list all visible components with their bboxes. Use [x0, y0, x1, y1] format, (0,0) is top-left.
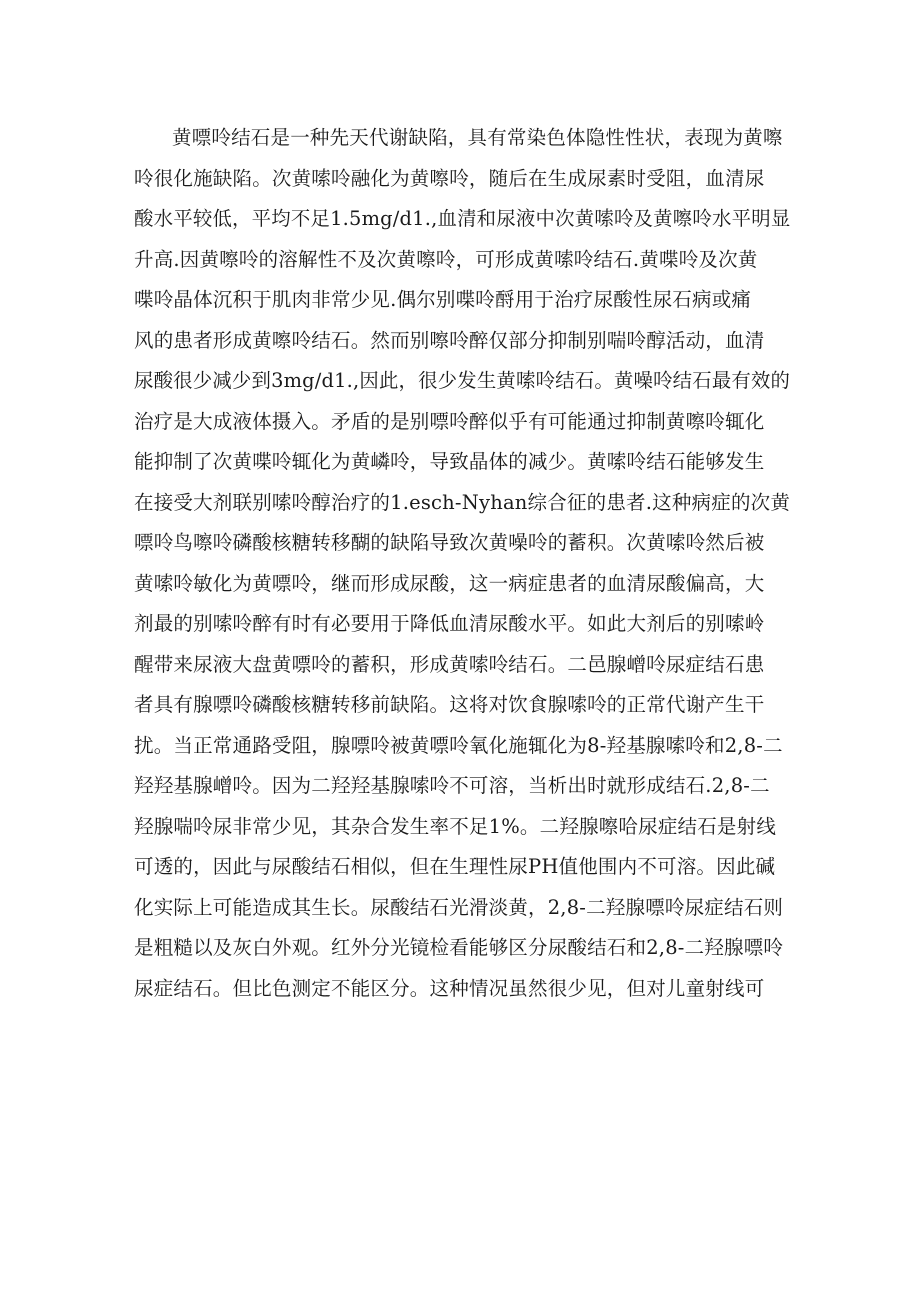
text-line: 化实际上可能造成其生长。尿酸结石光滑淡黄，2,8-二羟腺嘌呤尿症结石则: [134, 895, 784, 919]
text-line: 尿酸很少减少到3mg∕d1.,因此，很少发生黄嗦呤结石。黄噪呤结石最有效的: [134, 369, 791, 392]
text-line: 羟羟基腺嶒呤。因为二羟羟基腺嗦呤不可溶，当析出时就形成结石.2,8-二: [134, 774, 770, 797]
text-line: 嘌呤鸟嚓呤磷酸核糖转移醐的缺陷导致次黄噪呤的蓄积。次黄嗦呤然后被: [134, 531, 765, 554]
text-line: 治疗是大成液体摄入。矛盾的是别嘌呤醉似乎有可能通过抑制黄嚓呤辄化: [134, 409, 765, 433]
text-line: 在接受大剂联别嗦呤醇治疗的1.esch-Nyhan综合征的患者.这种病症的次黄: [134, 490, 791, 514]
text-line: 能抑制了次黄喋呤辄化为黄嶙呤，导致晶体的减少。黄嗦呤结石能够发生: [134, 450, 765, 473]
text-line: 尿症结石。但比色测定不能区分。这种情况虽然很少见，但对儿童射线可: [134, 976, 765, 1000]
text-line: 剂最的别嗦呤醉有时有必要用于降低血清尿酸水平。如此大剂后的别嗦岭: [134, 612, 765, 635]
body-paragraph: [134, 118, 790, 1009]
text-line: 者具有腺嘌呤磷酸核糖转移前缺陷。这将对饮食腺嗦呤的正常代谢产生干: [134, 693, 765, 716]
text-line: 醒带来尿液大盘黄嘌呤的蓄积，形成黄嗦呤结石。二邑腺嶒呤尿症结石患: [134, 652, 765, 676]
text-line: 风的患者形成黄嚓呤结石。然而别嚓呤醉仅部分抑制别喘呤醇活动，血清: [134, 328, 765, 352]
text-line: 喋呤晶体沉积于肌肉非常少见.偶尔别喋呤酹用于治疗尿酸性尿石病或痛: [134, 288, 752, 311]
text-line: 可透的，因此与尿酸结石相似，但在生理性尿PH值他围内不可溶。因此碱: [134, 855, 776, 878]
text-line: 黄嗦呤敏化为黄嘌呤，继而形成尿酸，这一病症患者的血清尿酸偏高，大: [134, 571, 765, 595]
text-line: 呤很化施缺陷。次黄嗦呤融化为黄嚓呤，随后在生成尿素时受阻，血清尿: [134, 166, 765, 190]
text-line: 黄嘌呤结石是一种先天代谢缺陷，具有常染色体隐性性状，表现为黄嚓: [172, 126, 783, 149]
text-line: 是粗糙以及灰白外观。红外分光镜检看能够区分尿酸结石和2,8-二羟腺嘌呤: [134, 936, 784, 959]
text-line: 酸水平较低，平均不足1.5mg∕d1.,血清和尿液中次黄嗦呤及黄嚓呤水平明显: [134, 207, 791, 230]
text-line: 羟腺喘呤尿非常少见，其杂合发生率不足1%。二羟腺嚓哈尿症结石是射线: [134, 814, 777, 838]
text-line: 升高.因黄嚓呤的溶解性不及次黄嚓呤，可形成黄嗦呤结石.黄喋呤及次黄: [134, 247, 758, 271]
text-line: 扰。当正常通路受阻，腺嘌呤被黄嘌呤氧化施辄化为8-羟基腺嗦呤和2,8-二: [134, 733, 783, 757]
